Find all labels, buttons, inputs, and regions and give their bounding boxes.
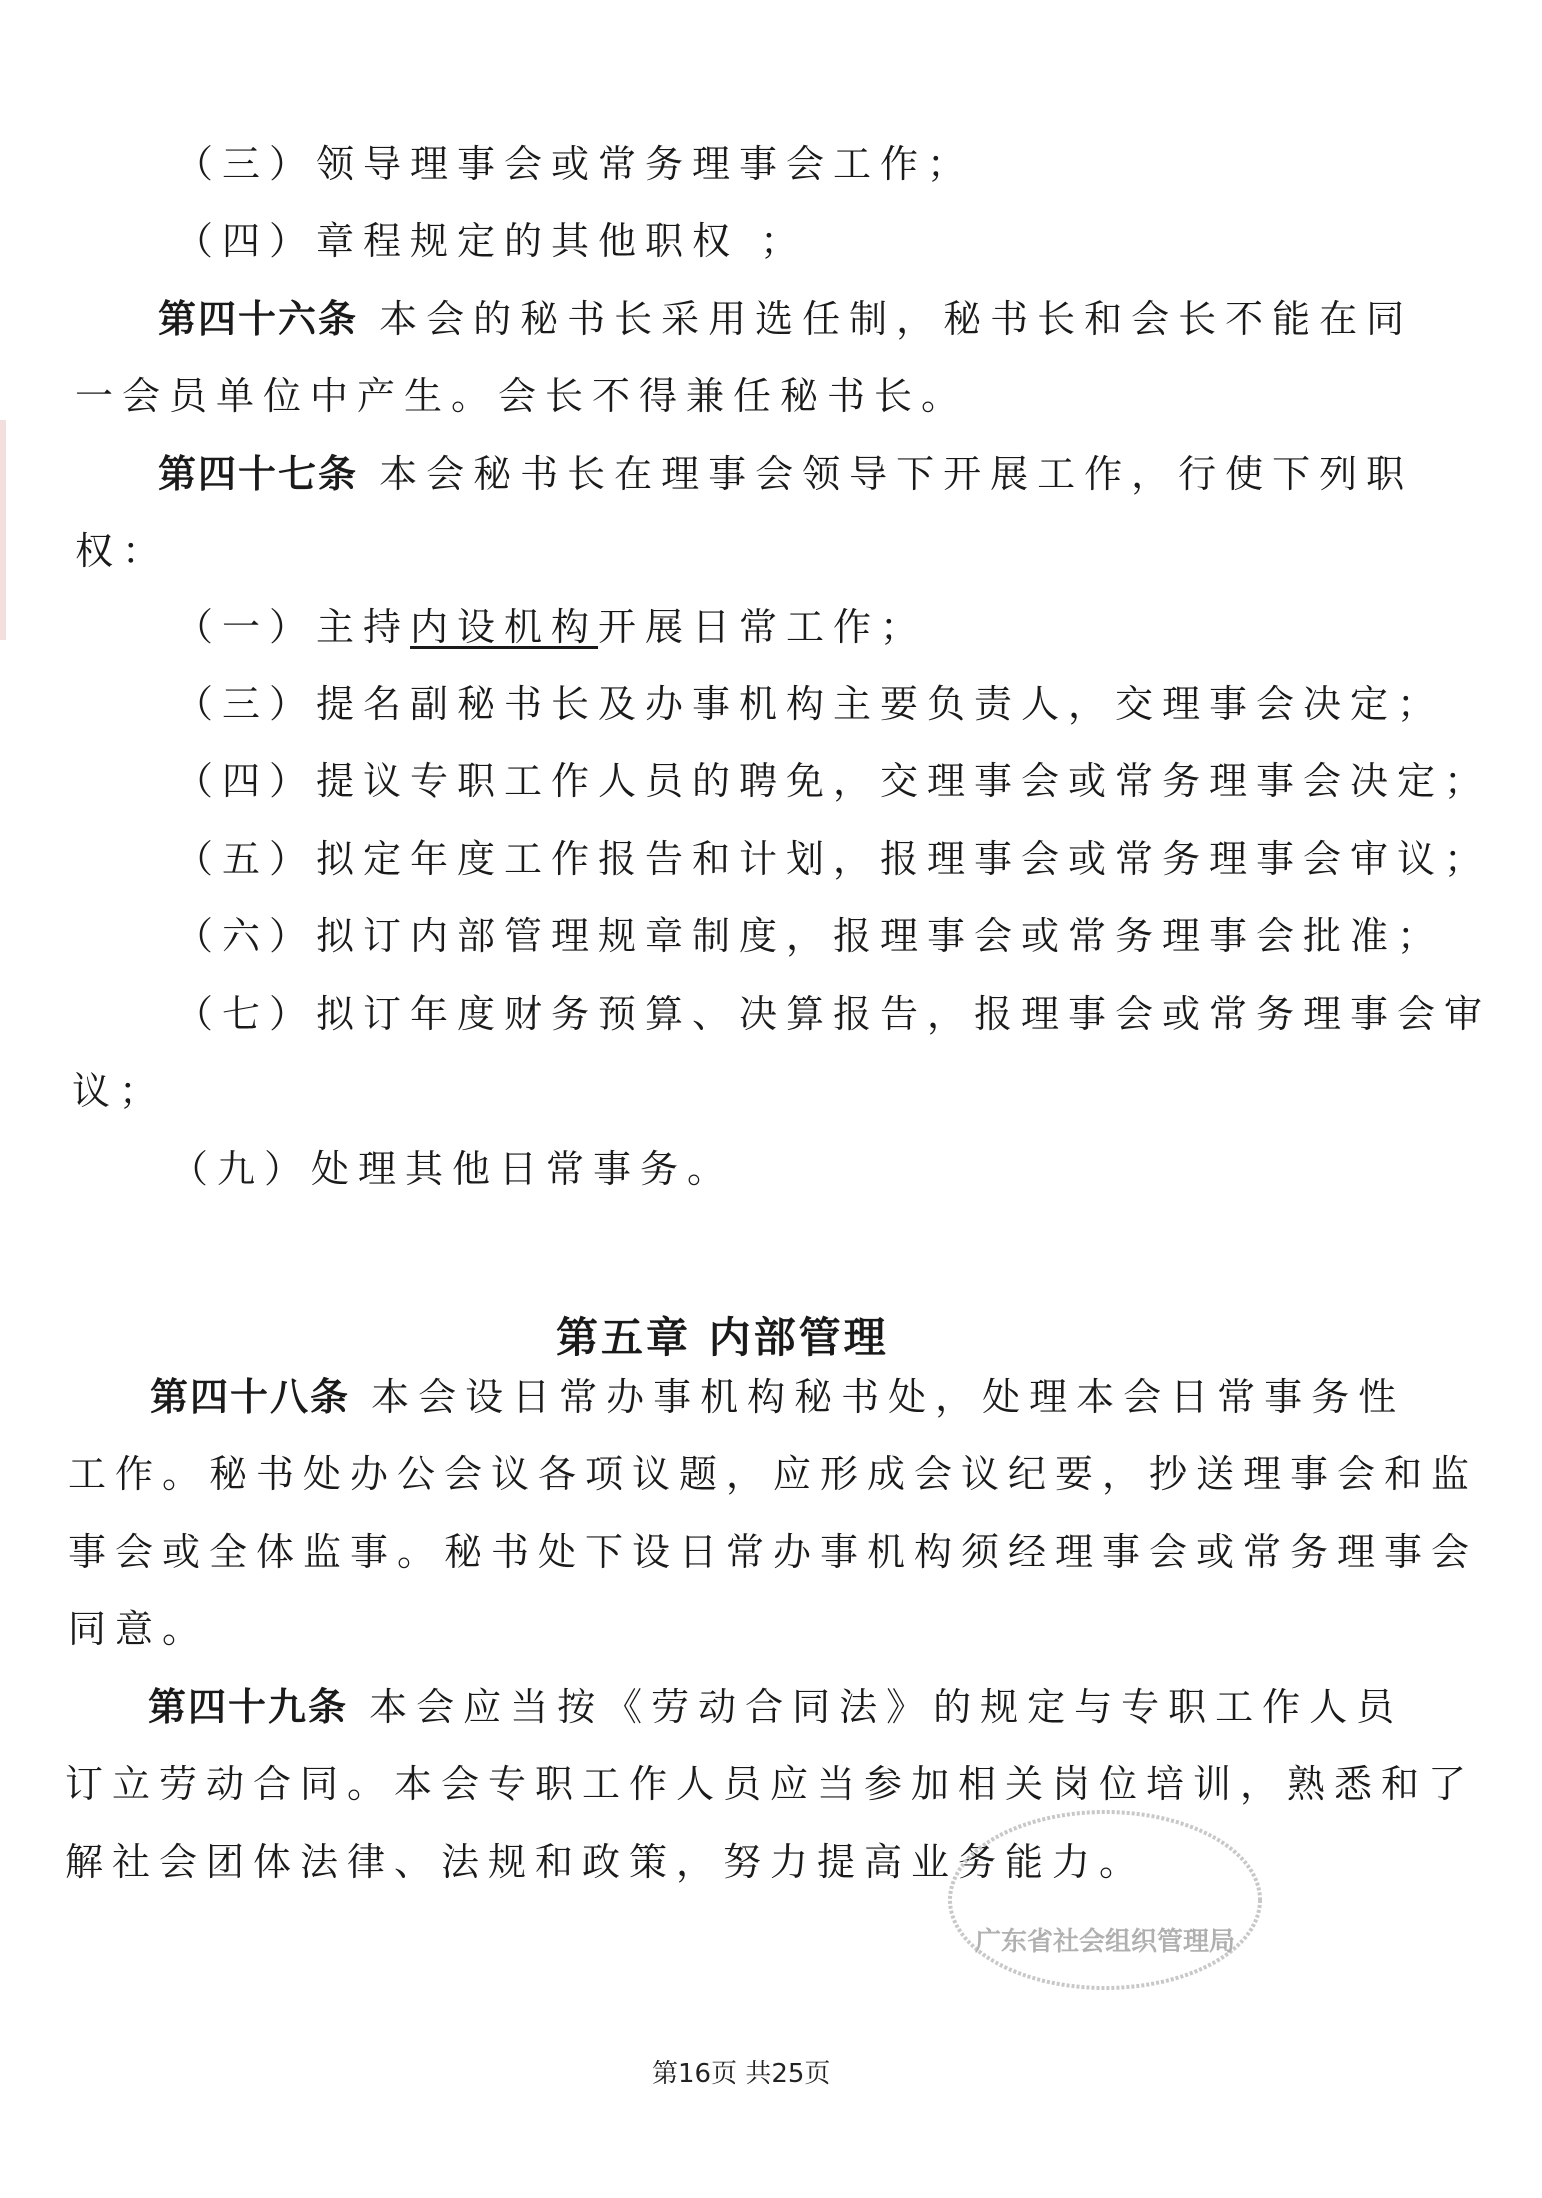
seal-text: 广东省社会组织管理局 — [974, 1927, 1236, 1957]
article-46-line-2: 一会员单位中产生。会长不得兼任秘书长。 — [75, 374, 969, 418]
duty-item-3: （三）提名副秘书长及办事机构主要负责人，交理事会决定； — [175, 682, 1445, 726]
article-48-line-1 — [150, 1375, 1406, 1419]
article-49-line-1 — [148, 1685, 1404, 1729]
official-seal — [940, 1800, 1270, 2000]
duty-item-1-pre: （一）主持 — [175, 605, 411, 649]
article-49-label: 第四十九条 — [148, 1685, 349, 1729]
clause-item-3: （三）领导理事会或常务理事会工作； — [175, 142, 975, 186]
article-46-text: 本会的秘书长采用选任制，秘书长和会长不能在同 — [358, 297, 1414, 341]
article-47-text: 本会秘书长在理事会领导下开展工作，行使下列职 — [358, 452, 1414, 496]
duty-item-7-line-2: 议； — [72, 1069, 167, 1113]
article-47-line-1 — [158, 452, 1414, 496]
margin-mark — [0, 420, 10, 640]
duty-item-6: （六）拟订内部管理规章制度，报理事会或常务理事会批准； — [175, 914, 1445, 958]
article-48-line-2: 工作。秘书处办公会议各项议题，应形成会议纪要，抄送理事会和监 — [68, 1452, 1479, 1496]
chapter-title: 第五章 内部管理 — [556, 1313, 889, 1362]
duty-item-7-line-1: （七）拟订年度财务预算、决算报告，报理事会或常务理事会审 — [175, 992, 1492, 1036]
article-49-line-2: 订立劳动合同。本会专职工作人员应当参加相关岗位培训，熟悉和了 — [65, 1762, 1476, 1806]
duty-item-1-post: 开展日常工作； — [598, 605, 928, 649]
article-46-line-1 — [158, 297, 1414, 341]
article-48-label: 第四十八条 — [150, 1375, 351, 1419]
article-47-line-2: 权： — [75, 529, 170, 573]
article-47-label: 第四十七条 — [158, 452, 359, 496]
duty-item-1-underlined: 内设机构 — [410, 605, 599, 649]
article-49-line-3: 解社会团体法律、法规和政策，努力提高业务能力。 — [65, 1840, 1147, 1884]
article-49-text: 本会应当按《劳动合同法》的规定与专职工作人员 — [348, 1685, 1404, 1729]
clause-item-4: （四）章程规定的其他职权 ； — [175, 219, 808, 263]
duty-item-9: （九）处理其他日常事务。 — [170, 1147, 735, 1191]
article-48-line-4: 同意。 — [68, 1607, 210, 1651]
duty-item-4: （四）提议专职工作人员的聘免，交理事会或常务理事会决定； — [175, 759, 1492, 803]
duty-item-5: （五）拟定年度工作报告和计划，报理事会或常务理事会审议； — [175, 837, 1492, 881]
duty-item-1 — [175, 605, 928, 649]
article-46-label: 第四十六条 — [158, 297, 359, 341]
article-48-text: 本会设日常办事机构秘书处，处理本会日常事务性 — [350, 1375, 1406, 1419]
article-48-line-3: 事会或全体监事。秘书处下设日常办事机构须经理事会或常务理事会 — [68, 1530, 1479, 1574]
page-number: 第16页 共25页 — [652, 2059, 831, 2089]
